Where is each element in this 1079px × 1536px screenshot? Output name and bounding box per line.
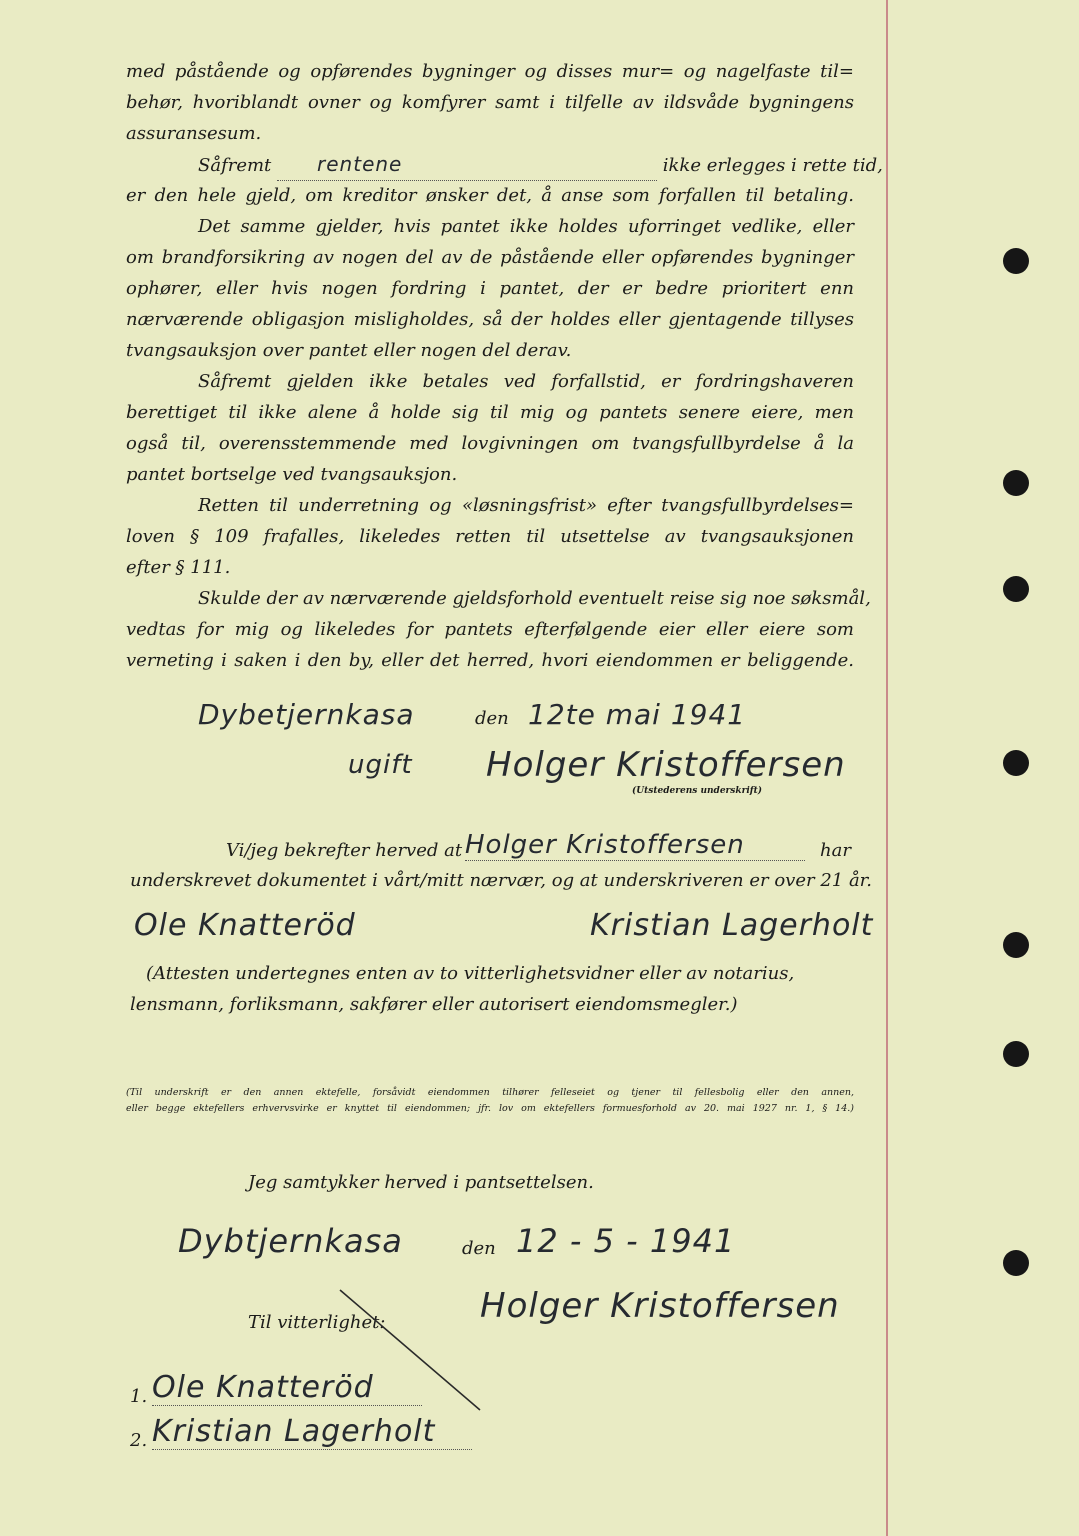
punch-hole	[1003, 932, 1029, 958]
text-line: behør, hvoriblandt ovner og komfyrer samt i tilfelle av ildsvåde bygningens	[126, 92, 854, 113]
witness-number: 2.	[130, 1430, 148, 1451]
punch-hole	[1003, 1250, 1029, 1276]
den-label: den	[475, 708, 509, 729]
handwritten-date: 12te mai 1941	[528, 698, 747, 731]
text-line: er den hele gjeld, om kreditor ønsker det, å anse som forfallen til betaling.	[126, 185, 854, 206]
text-line: med påstående og opførendes bygninger og disses mur= og nagelfaste til=	[126, 61, 854, 82]
clause-lead: Såfremt	[198, 155, 272, 176]
fine-print: eller begge ektefellers erhvervsvirke er knyttet til eiendommen; jfr. lov om ektefellers formuesforhold av 20. mai 1927 nr. 1, § 14.)	[126, 1103, 854, 1114]
text-line: nærværende obligasjon misligholdes, så der holdes eller gjentagende tillyses	[126, 309, 854, 330]
text-line: verneting i saken i den by, eller det herred, hvori eiendommen er beliggende.	[126, 650, 854, 671]
text-line: også til, overensstemmende med lovgivningen om tvangsfullbyrdelse å la	[126, 433, 854, 454]
witness-label: Til vitterlighet:	[248, 1312, 386, 1333]
handwritten-witness: Kristian Lagerholt	[590, 908, 874, 943]
handwritten-witness: Ole Knatteröd	[134, 908, 356, 943]
punch-hole	[1003, 576, 1029, 602]
den-label: den	[462, 1238, 496, 1259]
handwritten-date: 12 - 5 - 1941	[516, 1222, 736, 1260]
text-line: Såfremt gjelden ikke betales ved forfallstid, er fordringshaveren	[198, 371, 854, 392]
handwritten-witness: Kristian Lagerholt	[152, 1414, 472, 1450]
handwritten-place: Dybetjernkasa	[198, 698, 415, 731]
punch-hole	[1003, 470, 1029, 496]
punch-hole	[1003, 1041, 1029, 1067]
text-line: pantet bortselge ved tvangsauksjon.	[126, 464, 458, 485]
handwritten-place: Dybtjernkasa	[178, 1222, 403, 1260]
text-line: assuransesum.	[126, 123, 262, 144]
handwritten-signature: Holger Kristoffersen	[480, 1286, 840, 1326]
confirmation-tail: har	[820, 840, 851, 861]
attest-note: (Attesten undertegnes enten av to vitterlighetsvidner eller av notarius,	[146, 963, 795, 984]
handwritten-witness: Ole Knatteröd	[152, 1370, 422, 1406]
text-line: efter § 111.	[126, 557, 231, 578]
text-line: tvangsauksjon over pantet eller nogen del derav.	[126, 340, 572, 361]
handwritten-signature: Holger Kristoffersen	[486, 745, 846, 785]
handwritten-field: rentene	[277, 149, 657, 181]
consent-text: Jeg samtykker herved i pantsettelsen.	[248, 1172, 594, 1193]
confirmation-lead: Vi/jeg bekrefter herved at	[226, 840, 463, 861]
text-line: Det samme gjelder, hvis pantet ikke holdes uforringet vedlike, eller	[198, 216, 854, 237]
text-line: Retten til underretning og «løsningsfrist» efter tvangsfullbyrdelses=	[198, 495, 854, 516]
body-text	[126, 56, 883, 676]
handwritten-name: Holger Kristoffersen	[465, 830, 805, 861]
margin-rule	[886, 0, 888, 1536]
clause-safremt	[126, 149, 883, 180]
signature-caption: (Utstederens underskrift)	[632, 786, 763, 796]
attest-note: lensmann, forliksmann, sakfører eller autorisert eiendomsmegler.)	[130, 994, 738, 1015]
text-line: berettiget til ikke alene å holde sig til mig og pantets senere eiere, men	[126, 402, 854, 423]
confirmation-line: underskrevet dokumentet i vårt/mitt nærvær, og at underskriveren er over 21 år.	[130, 870, 873, 891]
text-line: vedtas for mig og likeledes for pantets efterfølgende eier eller eiere som	[126, 619, 854, 640]
punch-hole	[1003, 248, 1029, 274]
text-line: om brandforsikring av nogen del av de påstående eller opførendes bygninger	[126, 247, 854, 268]
fine-print: (Til underskrift er den annen ektefelle, forsåvidt eiendommen tilhører felleseiet og tjener til fellesbolig eller den annen,	[126, 1087, 854, 1098]
text-line: ophører, eller hvis nogen fordring i pantet, der er bedre prioritert enn	[126, 278, 854, 299]
clause-tail: ikke erlegges i rette tid,	[662, 155, 883, 176]
text-line: loven § 109 frafalles, likeledes retten til utsettelse av tvangsauksjonen	[126, 526, 854, 547]
witness-number: 1.	[130, 1386, 148, 1407]
handwritten-status: ugift	[348, 750, 413, 780]
punch-hole	[1003, 750, 1029, 776]
text-line: Skulde der av nærværende gjeldsforhold eventuelt reise sig noe søksmål,	[198, 588, 871, 609]
